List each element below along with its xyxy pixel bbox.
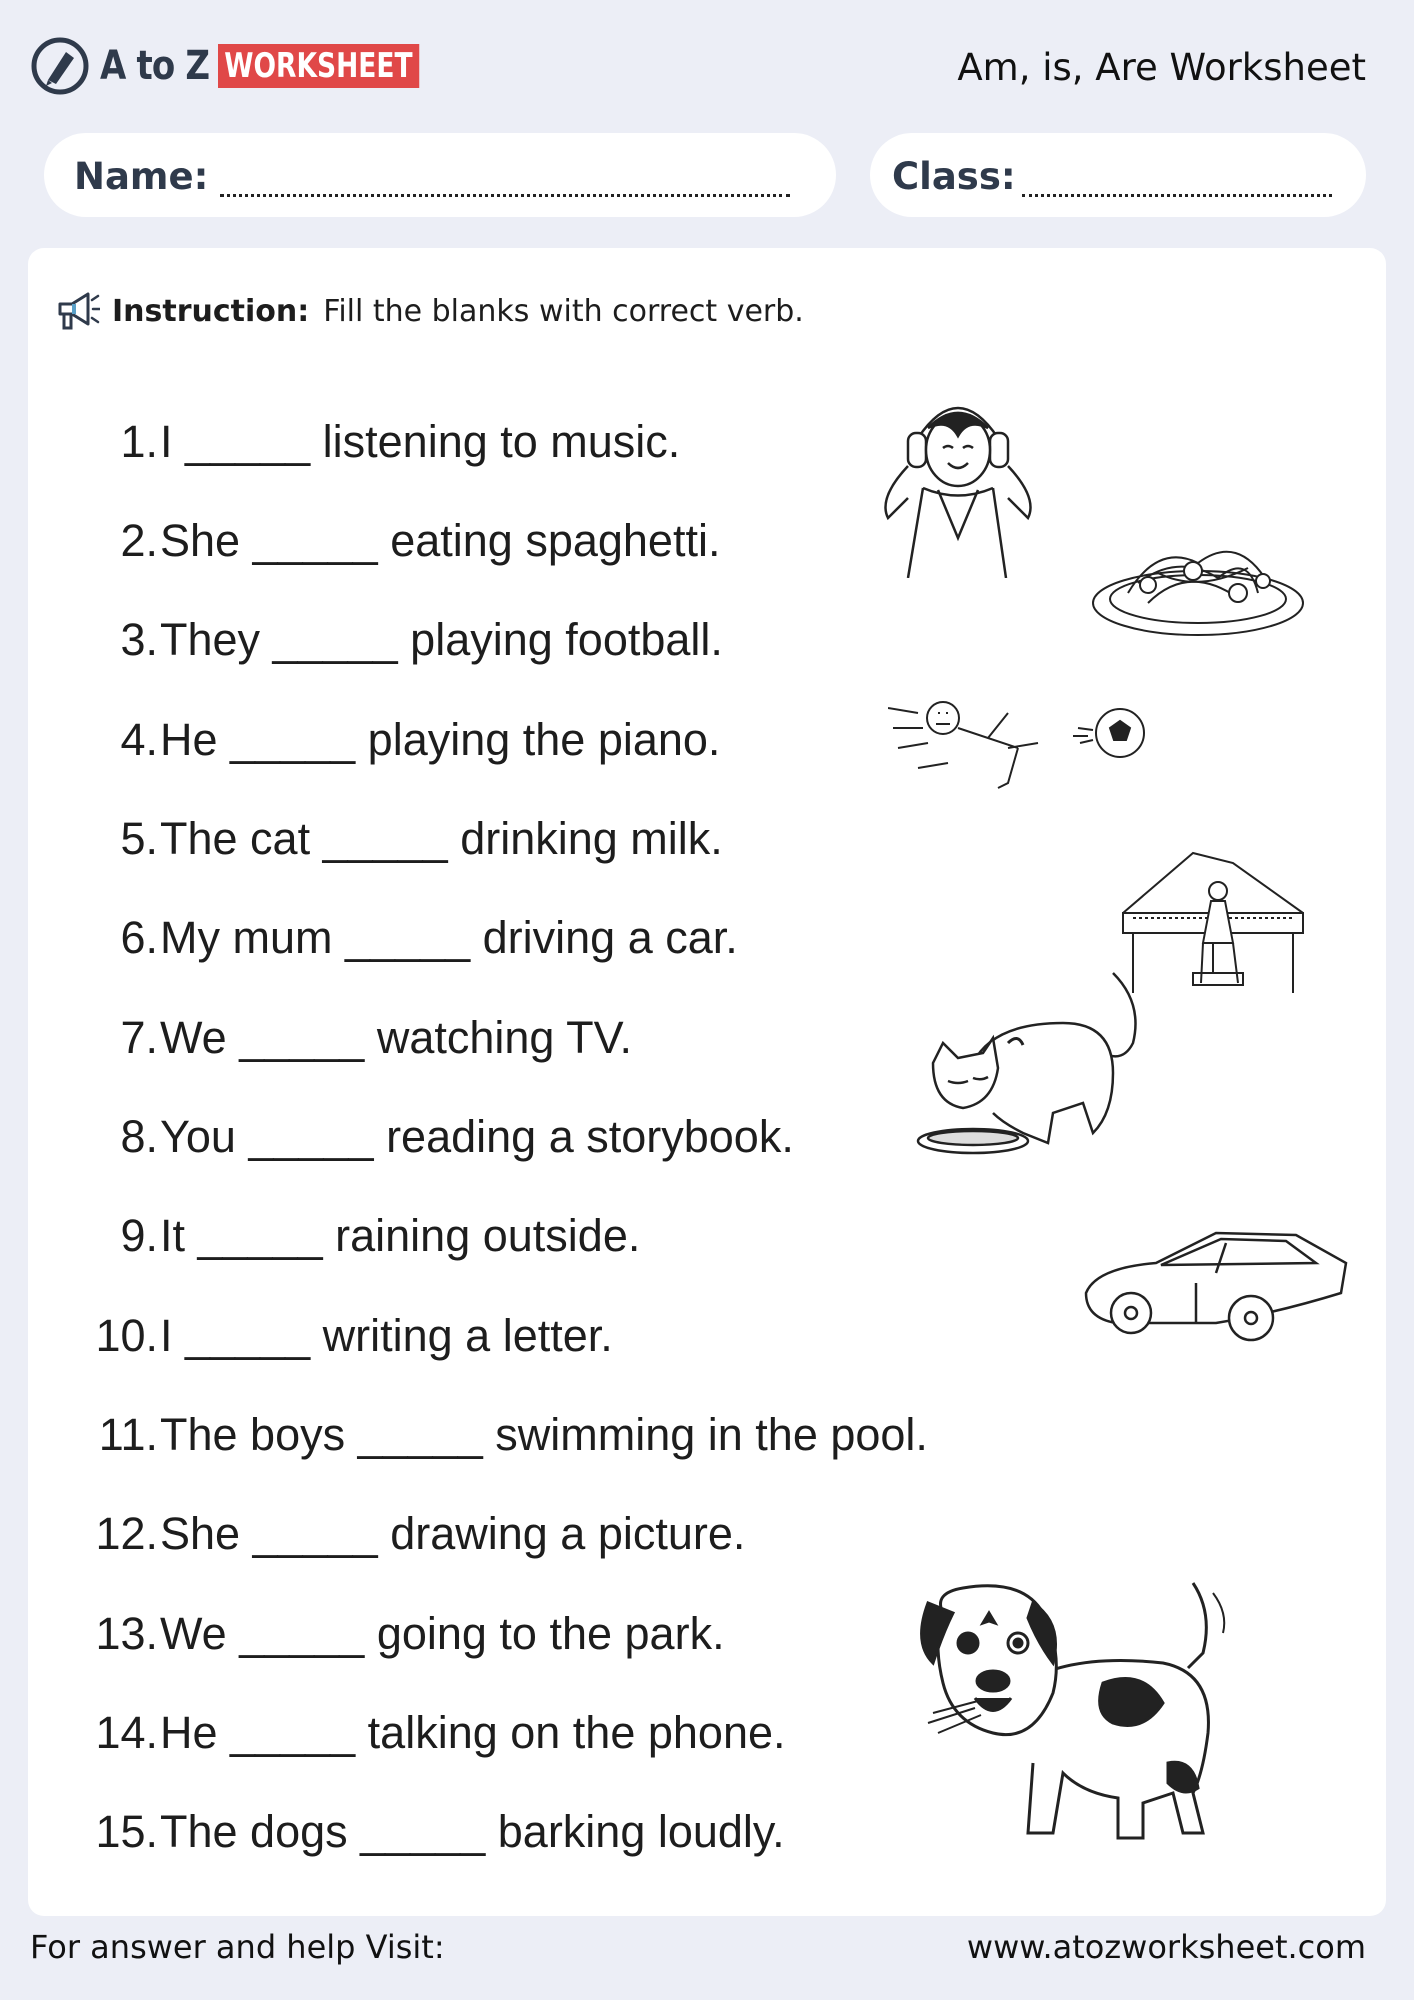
pen-circle-logo-icon	[30, 36, 90, 96]
question-number: 12.	[95, 1508, 158, 1559]
worksheet-title: Am, is, Are Worksheet	[957, 46, 1366, 89]
brand-badge: WORKSHEET	[218, 44, 419, 88]
car-image	[1076, 1223, 1356, 1353]
question-number: 3.	[120, 614, 158, 665]
question-number: 9.	[120, 1210, 158, 1261]
question-text: He _____ talking on the phone.	[160, 1707, 786, 1758]
header	[0, 0, 1414, 130]
question-text: It _____ raining outside.	[160, 1210, 641, 1261]
question-text: We _____ going to the park.	[160, 1608, 725, 1659]
footer-help-text: For answer and help Visit:	[30, 1928, 445, 1966]
question-number: 11.	[98, 1409, 158, 1460]
class-label: Class:	[892, 155, 1016, 198]
instruction-label: Instruction:	[112, 293, 310, 329]
question-number: 5.	[120, 813, 158, 864]
question-text: The dogs _____ barking loudly.	[160, 1806, 785, 1857]
question-text: The cat _____ drinking milk.	[160, 813, 723, 864]
question-text: We _____ watching TV.	[160, 1012, 632, 1063]
question-text: The boys _____ swimming in the pool.	[160, 1409, 928, 1460]
question-number: 7.	[120, 1012, 158, 1063]
question-text: I _____ writing a letter.	[160, 1310, 613, 1361]
question-text: I _____ listening to music.	[160, 416, 681, 467]
question-text: She _____ drawing a picture.	[160, 1508, 746, 1559]
barking-dog-image	[913, 1573, 1253, 1853]
brand-name: A to Z	[100, 43, 210, 89]
brand-logo[interactable]	[30, 36, 476, 96]
instruction-text: Fill the blanks with correct verb.	[323, 293, 804, 329]
question-text: He _____ playing the piano.	[160, 714, 721, 765]
class-dotted-line[interactable]	[1022, 194, 1332, 197]
question-number: 13.	[95, 1608, 158, 1659]
name-field[interactable]	[44, 133, 836, 217]
footer-website-link[interactable]: www.atozworksheet.com	[966, 1928, 1366, 1966]
girl-with-headphones-image	[868, 378, 1048, 578]
kid-kicking-football-image	[888, 688, 1158, 798]
question-number: 15.	[95, 1806, 158, 1857]
worksheet-card	[28, 248, 1386, 1916]
question-number: 6.	[120, 912, 158, 963]
spaghetti-plate-image	[1088, 523, 1308, 643]
question-number: 8.	[120, 1111, 158, 1162]
question-text: She _____ eating spaghetti.	[160, 515, 721, 566]
question-number: 10.	[95, 1310, 158, 1361]
name-dotted-line[interactable]	[220, 194, 790, 197]
question-number: 1.	[120, 416, 158, 467]
question-number: 4.	[120, 714, 158, 765]
question-text: My mum _____ driving a car.	[160, 912, 738, 963]
cat-drinking-milk-image	[913, 963, 1153, 1173]
question-number: 14.	[95, 1707, 158, 1758]
question-number: 2.	[120, 515, 158, 566]
question-text: They _____ playing football.	[160, 614, 723, 665]
name-label: Name:	[74, 155, 209, 198]
class-field[interactable]	[870, 133, 1366, 217]
question-text: You _____ reading a storybook.	[160, 1111, 794, 1162]
